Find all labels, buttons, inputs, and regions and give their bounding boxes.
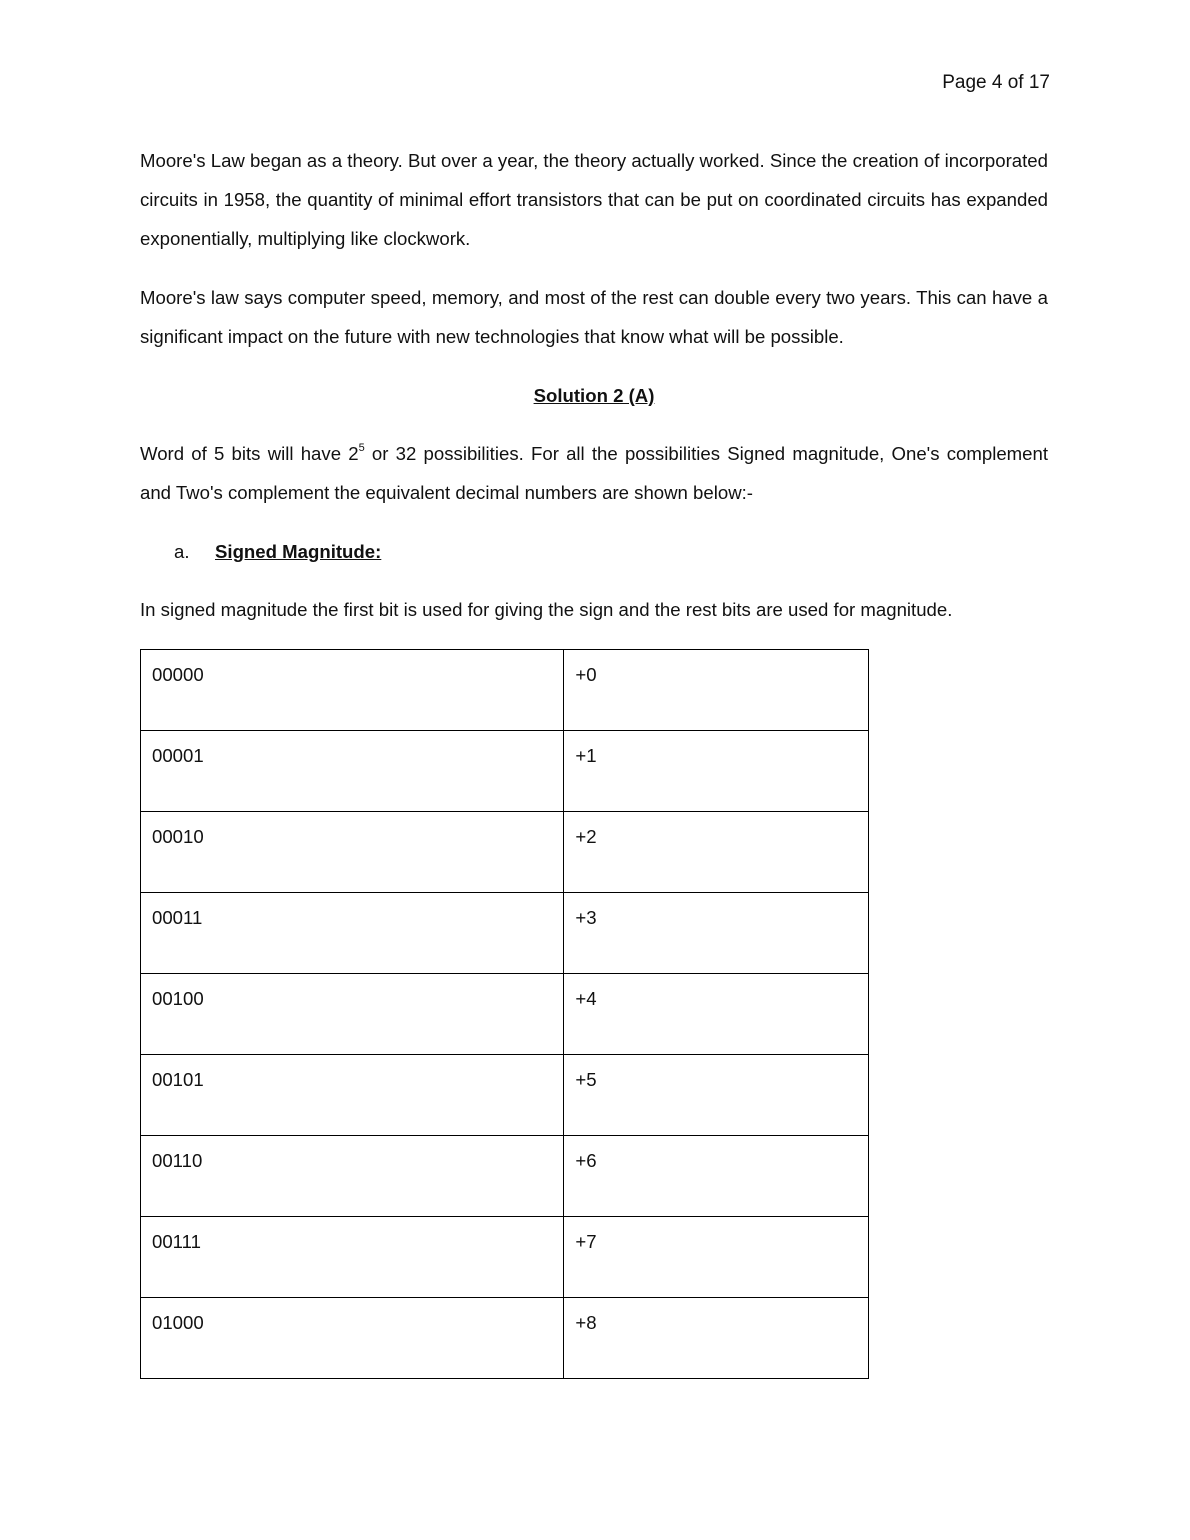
binary-cell: 01000 bbox=[141, 1298, 564, 1379]
intro-text-start: Word of 5 bits will have 2 bbox=[140, 443, 359, 464]
table-row bbox=[141, 812, 869, 893]
table-row bbox=[141, 650, 869, 731]
decimal-cell: +6 bbox=[564, 1136, 869, 1217]
intro-text-end: or 32 possibilities. For all the possibilities Signed magnitude, One's complement and Two's complement the equivalent decimal numbers are shown below:- bbox=[140, 443, 1049, 503]
decimal-cell: +8 bbox=[564, 1298, 869, 1379]
table-row bbox=[141, 1217, 869, 1298]
table-row bbox=[141, 1298, 869, 1379]
page-number: Page 4 of 17 bbox=[942, 72, 1050, 93]
table-row bbox=[141, 893, 869, 974]
paragraph-moores-law-history: Moore's Law began as a theory. But over a year, the theory actually worked. Since the creation of incorporated circuits in 1958, the quantity of minimal effort transistors that can be put on coordinated circuits has expanded exponentially, multiplying like clockwork. bbox=[140, 150, 1048, 249]
binary-cell: 00100 bbox=[141, 974, 564, 1055]
binary-cell: 00101 bbox=[141, 1055, 564, 1136]
binary-cell: 00110 bbox=[141, 1136, 564, 1217]
decimal-cell: +1 bbox=[564, 731, 869, 812]
binary-cell: 00000 bbox=[141, 650, 564, 731]
decimal-cell: +4 bbox=[564, 974, 869, 1055]
decimal-cell: +2 bbox=[564, 812, 869, 893]
document-body bbox=[140, 141, 1048, 1379]
list-marker: a. bbox=[174, 541, 190, 562]
table-row bbox=[141, 974, 869, 1055]
paragraph-word-bits bbox=[140, 434, 1048, 512]
binary-cell: 00001 bbox=[141, 731, 564, 812]
signed-magnitude-table bbox=[140, 649, 869, 1379]
binary-cell: 00010 bbox=[141, 812, 564, 893]
binary-cell: 00111 bbox=[141, 1217, 564, 1298]
list-heading: Signed Magnitude: bbox=[215, 541, 382, 562]
table-row bbox=[141, 1055, 869, 1136]
binary-cell: 00011 bbox=[141, 893, 564, 974]
decimal-cell: +3 bbox=[564, 893, 869, 974]
exponent: 5 bbox=[358, 442, 365, 454]
decimal-cell: +0 bbox=[564, 650, 869, 731]
decimal-cell: +7 bbox=[564, 1217, 869, 1298]
table-row bbox=[141, 1136, 869, 1217]
decimal-cell: +5 bbox=[564, 1055, 869, 1136]
solution-heading: Solution 2 (A) bbox=[533, 385, 655, 406]
paragraph-moores-law-statement: Moore's law says computer speed, memory, and most of the rest can double every two years. This can have a significant impact on the future with new technologies that know what will be possible. bbox=[140, 287, 1048, 347]
table-row bbox=[141, 731, 869, 812]
paragraph-signed-magnitude-desc: In signed magnitude the first bit is used for giving the sign and the rest bits are used for magnitude. bbox=[140, 599, 953, 620]
list-item-signed-magnitude bbox=[140, 532, 1048, 571]
